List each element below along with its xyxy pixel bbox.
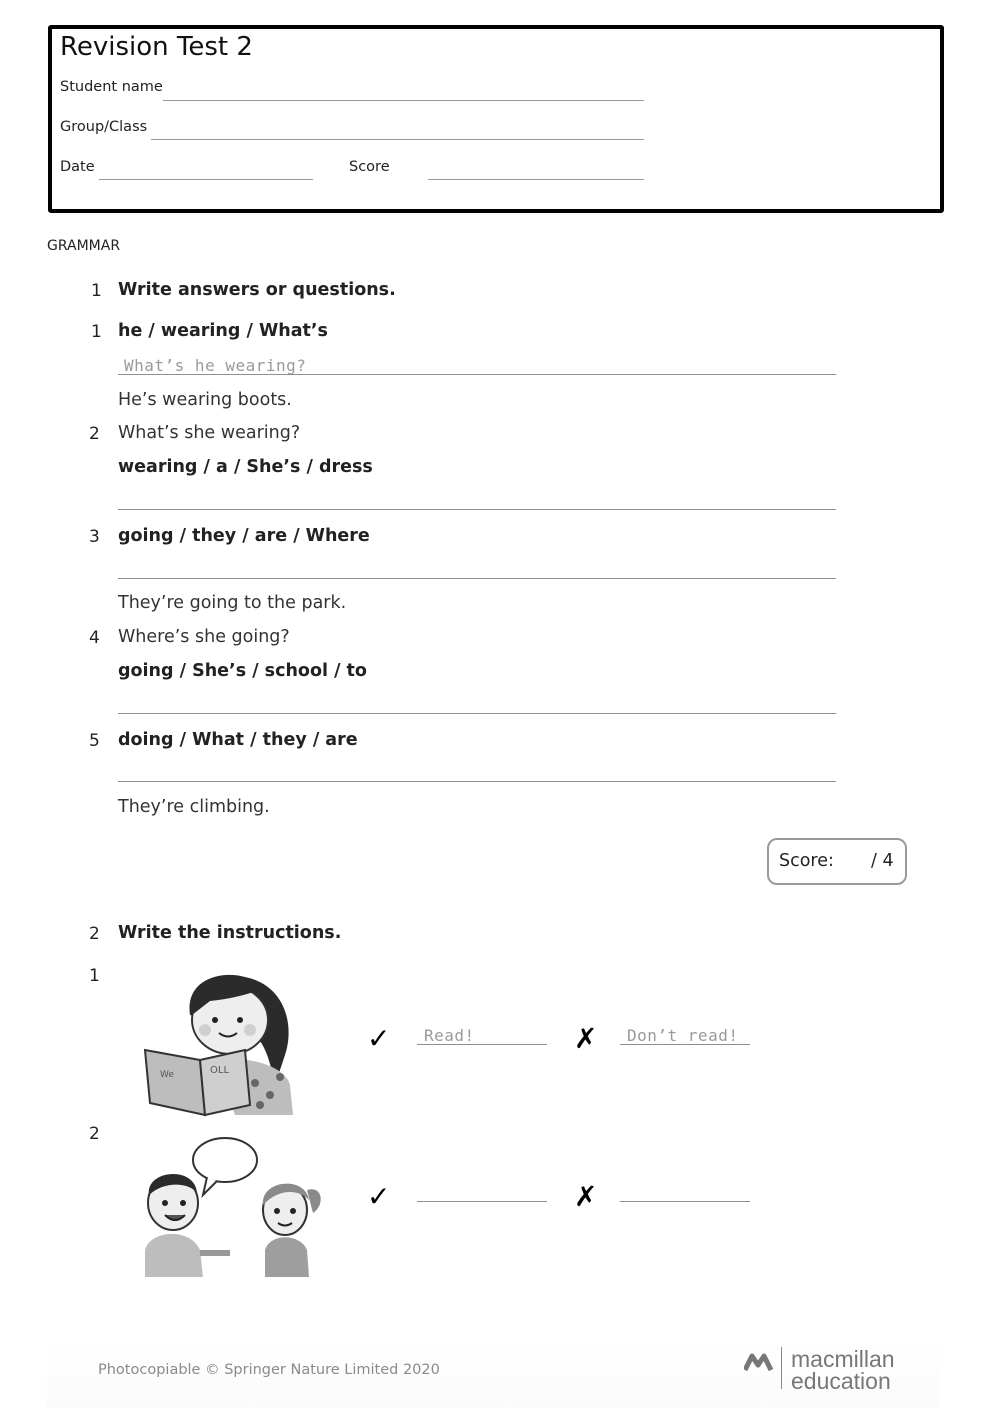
book-text: We	[160, 1070, 174, 1080]
item-number: 4	[89, 628, 100, 648]
answer-line[interactable]	[118, 713, 836, 714]
date-label: Date	[60, 159, 95, 175]
do-answer: Read!	[424, 1026, 475, 1045]
do-answer-line[interactable]	[417, 1201, 547, 1202]
exercise-instruction: Write answers or questions.	[118, 280, 396, 300]
cross-mark-icon: ✗	[574, 1180, 598, 1213]
score-label: Score	[349, 159, 390, 175]
dont-answer-line[interactable]	[620, 1201, 750, 1202]
item-number: 2	[89, 1124, 100, 1144]
book-text: OLL	[210, 1065, 230, 1076]
score-box-total: / 4	[871, 851, 894, 871]
group-class-label: Group/Class	[60, 119, 148, 135]
item-number: 1	[89, 966, 100, 986]
check-mark-icon: ✓	[367, 1022, 391, 1055]
girl-reading-illustration	[135, 965, 310, 1125]
item-question: What’s she wearing?	[118, 423, 301, 443]
answer-line[interactable]	[118, 509, 836, 510]
page-title: Revision Test 2	[60, 32, 253, 62]
exercise-number: 2	[89, 924, 100, 944]
item-response: He’s wearing boots.	[118, 390, 292, 410]
answer-line[interactable]	[118, 374, 836, 375]
score-box	[767, 838, 907, 885]
exercise-number: 1	[91, 281, 102, 301]
date-field[interactable]	[99, 179, 313, 180]
item-prompt: going / She’s / school / to	[118, 661, 367, 681]
logo-line-2: education	[791, 1368, 891, 1394]
answer-line[interactable]	[118, 781, 836, 782]
check-mark-icon: ✓	[367, 1180, 391, 1213]
item-response: They’re going to the park.	[118, 593, 347, 613]
macmillan-logo-icon	[744, 1350, 776, 1376]
student-name-field[interactable]	[163, 100, 644, 101]
example-answer: What’s he wearing?	[124, 356, 307, 375]
children-talking-illustration	[135, 1135, 330, 1280]
item-number: 5	[89, 731, 100, 751]
student-name-label: Student name	[60, 79, 163, 95]
do-answer-line[interactable]	[417, 1044, 547, 1045]
logo-divider	[781, 1347, 782, 1389]
copyright-text: Photocopiable © Springer Nature Limited 2020	[98, 1362, 440, 1378]
group-class-field[interactable]	[151, 139, 644, 140]
exercise-instruction: Write the instructions.	[118, 923, 342, 943]
logo-line-1: macmillan	[791, 1346, 895, 1372]
item-number: 3	[89, 527, 100, 547]
dont-answer: Don’t read!	[627, 1026, 739, 1045]
item-prompt: wearing / a / She’s / dress	[118, 457, 373, 477]
item-number: 1	[91, 322, 102, 342]
item-question: Where’s she going?	[118, 627, 290, 647]
item-prompt: doing / What / they / are	[118, 730, 358, 750]
answer-line[interactable]	[118, 578, 836, 579]
cross-mark-icon: ✗	[574, 1022, 598, 1055]
item-response: They’re climbing.	[118, 797, 270, 817]
section-label: GRAMMAR	[47, 238, 121, 254]
dont-answer-line[interactable]	[620, 1044, 750, 1045]
item-number: 2	[89, 424, 100, 444]
score-box-label: Score:	[779, 851, 834, 871]
score-field[interactable]	[428, 179, 644, 180]
item-prompt: going / they / are / Where	[118, 526, 370, 546]
item-prompt: he / wearing / What’s	[118, 321, 328, 341]
